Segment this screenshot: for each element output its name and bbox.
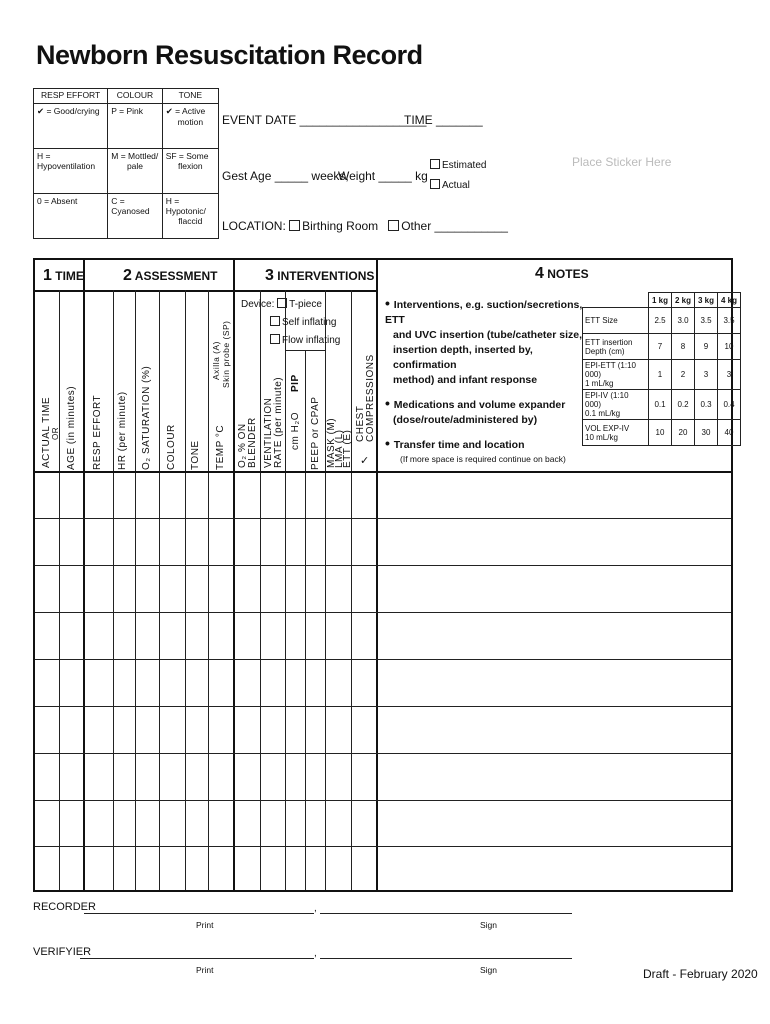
table-row[interactable] (35, 706, 731, 707)
dose-cell: 3 (695, 360, 718, 390)
dose-cell: 3.0 (672, 308, 695, 334)
birthing-room-checkbox[interactable] (289, 220, 300, 231)
legend-cell: C = Cyanosed (108, 194, 162, 239)
dose-cell: 10 (718, 334, 741, 360)
continue-on-back-note: (If more space is required continue on back) (400, 454, 566, 464)
col-o2-blender: BLENDER (247, 417, 258, 468)
table-row[interactable] (35, 800, 731, 801)
section-interventions (265, 267, 374, 285)
col-chest: CHEST (355, 405, 366, 442)
device-option-label: Self inflating (282, 317, 337, 328)
legend-cell (162, 104, 218, 149)
tick-icon: ✓ (360, 455, 370, 467)
legend-table (33, 88, 219, 239)
dose-header: 3 kg (695, 293, 718, 308)
legend-cell: 0 = Absent (34, 194, 108, 239)
legend-text: H = Hypotonic/ (165, 196, 206, 216)
weight-field[interactable]: Weight _____ kg (338, 169, 428, 183)
dose-label-text: Depth (cm) (585, 346, 625, 356)
location-row (222, 219, 508, 233)
section-notes (535, 265, 589, 283)
dose-label-text: 1 mL/kg (585, 379, 614, 388)
legend-header: RESP EFFORT (34, 89, 108, 104)
estimated-label: Estimated (442, 160, 487, 171)
dose-label (583, 334, 649, 360)
col-age: AGE (in minutes) (66, 385, 77, 470)
device-flow-inflating[interactable] (270, 334, 340, 346)
draft-label: Draft - February 2020 (643, 967, 758, 981)
dose-corner (583, 293, 649, 308)
sticker-placeholder: Place Sticker Here (572, 155, 672, 169)
page-title: Newborn Resuscitation Record (36, 40, 423, 70)
col-pip: PIP (290, 374, 301, 392)
col-or: OR (51, 427, 60, 440)
dose-cell: 0.1 (649, 390, 672, 420)
section-assessment (123, 267, 217, 285)
actual-option[interactable] (430, 179, 470, 191)
section-label: TIME (55, 269, 84, 283)
col-mask: ETT (E) (342, 429, 353, 468)
section-label: NOTES (547, 267, 589, 281)
device-label: Device: (241, 299, 275, 310)
col-cmh2o: cm H₂O (290, 412, 301, 450)
col-hr: HR (per minute) (117, 391, 128, 470)
dose-label (583, 390, 649, 420)
col-temp: TEMP °C (215, 424, 226, 470)
table-row[interactable] (35, 659, 731, 660)
dose-cell: 40 (718, 420, 741, 446)
print-caption: Print (196, 965, 214, 975)
table-row[interactable] (35, 565, 731, 566)
notes-text: Transfer time and location (393, 439, 525, 451)
col-axilla: Axilla (A) (211, 340, 221, 380)
print-caption: Print (196, 920, 214, 930)
event-time-field[interactable]: TIME _______ (404, 113, 483, 127)
notes-text: Interventions, e.g. suction/secretions, ETT (385, 299, 583, 326)
section-number: 3 (265, 267, 274, 284)
notes-text: and UVC insertion (tube/catheter size, (393, 329, 583, 341)
dose-cell: 9 (695, 334, 718, 360)
checkbox-icon (430, 179, 440, 189)
col-resp-effort: RESP EFFORT (92, 394, 103, 470)
header-bottom (35, 471, 731, 473)
estimated-option[interactable] (430, 159, 486, 171)
device-option-label: Flow inflating (282, 335, 341, 346)
legend-cell (162, 194, 218, 239)
comma: , (314, 948, 317, 959)
gest-age-field[interactable]: Gest Age _____ weeks, (222, 169, 349, 183)
checkbox-icon (270, 316, 280, 326)
dose-label-text: ETT insertion (585, 337, 633, 347)
section-number: 4 (535, 265, 544, 282)
dose-cell: 1 (649, 360, 672, 390)
dose-label-text: EPI-ETT (1:10 000) (585, 361, 636, 379)
checkbox-icon (430, 159, 440, 169)
legend-header: COLOUR (108, 89, 162, 104)
section-time (43, 267, 84, 285)
col-mask: MASK (M) (326, 417, 337, 468)
recorder-sign-line[interactable] (320, 913, 572, 914)
notes-instructions (385, 296, 585, 453)
dose-label-text: EPI-IV (1:10 000) (585, 391, 629, 409)
verifier-label: VERIFYIER (33, 946, 92, 958)
column-divider (233, 260, 235, 890)
dose-table (582, 292, 741, 446)
column-divider (305, 350, 306, 890)
col-mask: LMA (L) (334, 429, 345, 468)
legend-cell: H = Hypoventilation (34, 149, 108, 194)
dose-cell: 2 (672, 360, 695, 390)
notes-text: method) and infant response (393, 374, 538, 386)
table-row[interactable] (35, 846, 731, 847)
dose-cell: 2.5 (649, 308, 672, 334)
col-o2-blender: O₂ % ON (237, 423, 248, 468)
column-divider (83, 260, 85, 890)
device-tpiece[interactable] (241, 298, 322, 310)
dose-label (583, 360, 649, 390)
col-colour: COLOUR (166, 424, 177, 470)
col-o2-saturation: O₂ SATURATION (%) (141, 365, 152, 470)
dose-label (583, 308, 649, 334)
col-compressions: COMPRESSIONS (365, 354, 376, 442)
sign-caption: Sign (480, 965, 498, 975)
recorder-print-line[interactable] (84, 913, 314, 914)
dose-cell: 0.2 (672, 390, 695, 420)
notes-line: • Medications and volume expander (385, 395, 566, 411)
dose-header: 4 kg (718, 293, 741, 308)
birthing-room-label: Birthing Room (302, 219, 379, 233)
verifier-print-line[interactable] (80, 958, 314, 959)
section-number: 2 (123, 267, 132, 284)
notes-line: • Interventions, e.g. suction/secretions, ETT (385, 295, 583, 326)
recorder-label: RECORDER (33, 901, 96, 913)
legend-text: M = Mottled/ (111, 151, 159, 161)
col-ventilation: RATE (per minute) (273, 376, 284, 468)
section-label: INTERVENTIONS (277, 269, 375, 283)
table-row[interactable] (35, 753, 731, 754)
table-row[interactable] (35, 518, 731, 519)
notes-text: insertion depth, inserted by, confirmation (393, 344, 533, 371)
legend-text: ✔ = Active (165, 106, 206, 116)
location-label: LOCATION: (222, 219, 286, 233)
section-divider (35, 290, 378, 292)
event-date-field[interactable]: EVENT DATE ___________________ (222, 113, 427, 127)
dose-cell: 3 (718, 360, 741, 390)
dose-cell: 0.3 (695, 390, 718, 420)
dose-cell: 10 (649, 420, 672, 446)
col-peep: PEEP or CPAP (310, 396, 321, 470)
checkbox-icon (277, 298, 287, 308)
notes-text: (dose/route/administered by) (393, 414, 538, 426)
dose-cell: 7 (649, 334, 672, 360)
dose-label (583, 420, 649, 446)
device-option-label: T-piece (289, 299, 322, 310)
col-ventilation: VENTILATION (263, 397, 274, 468)
col-tone: TONE (190, 440, 201, 470)
other-field[interactable]: Other ___________ (401, 219, 508, 233)
sign-caption: Sign (480, 920, 498, 930)
legend-cell: ✔ = Good/crying (34, 104, 108, 149)
legend-text: flaccid (178, 216, 203, 226)
actual-label: Actual (442, 180, 470, 191)
dose-cell: 8 (672, 334, 695, 360)
dose-cell: 3.5 (695, 308, 718, 334)
dose-header: 1 kg (649, 293, 672, 308)
legend-cell (108, 149, 162, 194)
legend-text: flexion (178, 161, 203, 171)
table-row[interactable] (35, 612, 731, 613)
legend-header: TONE (162, 89, 218, 104)
comma: , (314, 903, 317, 914)
verifier-sign-line[interactable] (320, 958, 572, 959)
dose-label-text: ETT Size (585, 316, 618, 325)
dose-label-text: 10 mL/kg (585, 432, 618, 442)
section-number: 1 (43, 267, 52, 284)
pip-divider (285, 350, 325, 351)
dose-cell: 3.5 (718, 308, 741, 334)
col-actual-time: ACTUAL TIME (41, 396, 52, 468)
dose-cell: 20 (672, 420, 695, 446)
dose-cell: 0.4 (718, 390, 741, 420)
dose-label-text: VOL EXP-IV (585, 423, 630, 433)
dose-header: 2 kg (672, 293, 695, 308)
notes-text: Medications and volume expander (393, 399, 566, 411)
legend-cell (162, 149, 218, 194)
column-divider (376, 260, 378, 890)
dose-label-text: 0.1 mL/kg (585, 409, 621, 418)
legend-text: SF = Some (165, 151, 209, 161)
dose-cell: 30 (695, 420, 718, 446)
section-label: ASSESSMENT (134, 269, 218, 283)
legend-text: pale (126, 161, 144, 171)
legend-text: motion (177, 117, 204, 127)
legend-cell: P = Pink (108, 104, 162, 149)
other-checkbox[interactable] (388, 220, 399, 231)
checkbox-icon (270, 334, 280, 344)
notes-line: • Transfer time and location (385, 435, 525, 451)
col-skin-probe: Skin probe (SP) (221, 320, 231, 388)
device-self-inflating[interactable] (270, 316, 336, 328)
